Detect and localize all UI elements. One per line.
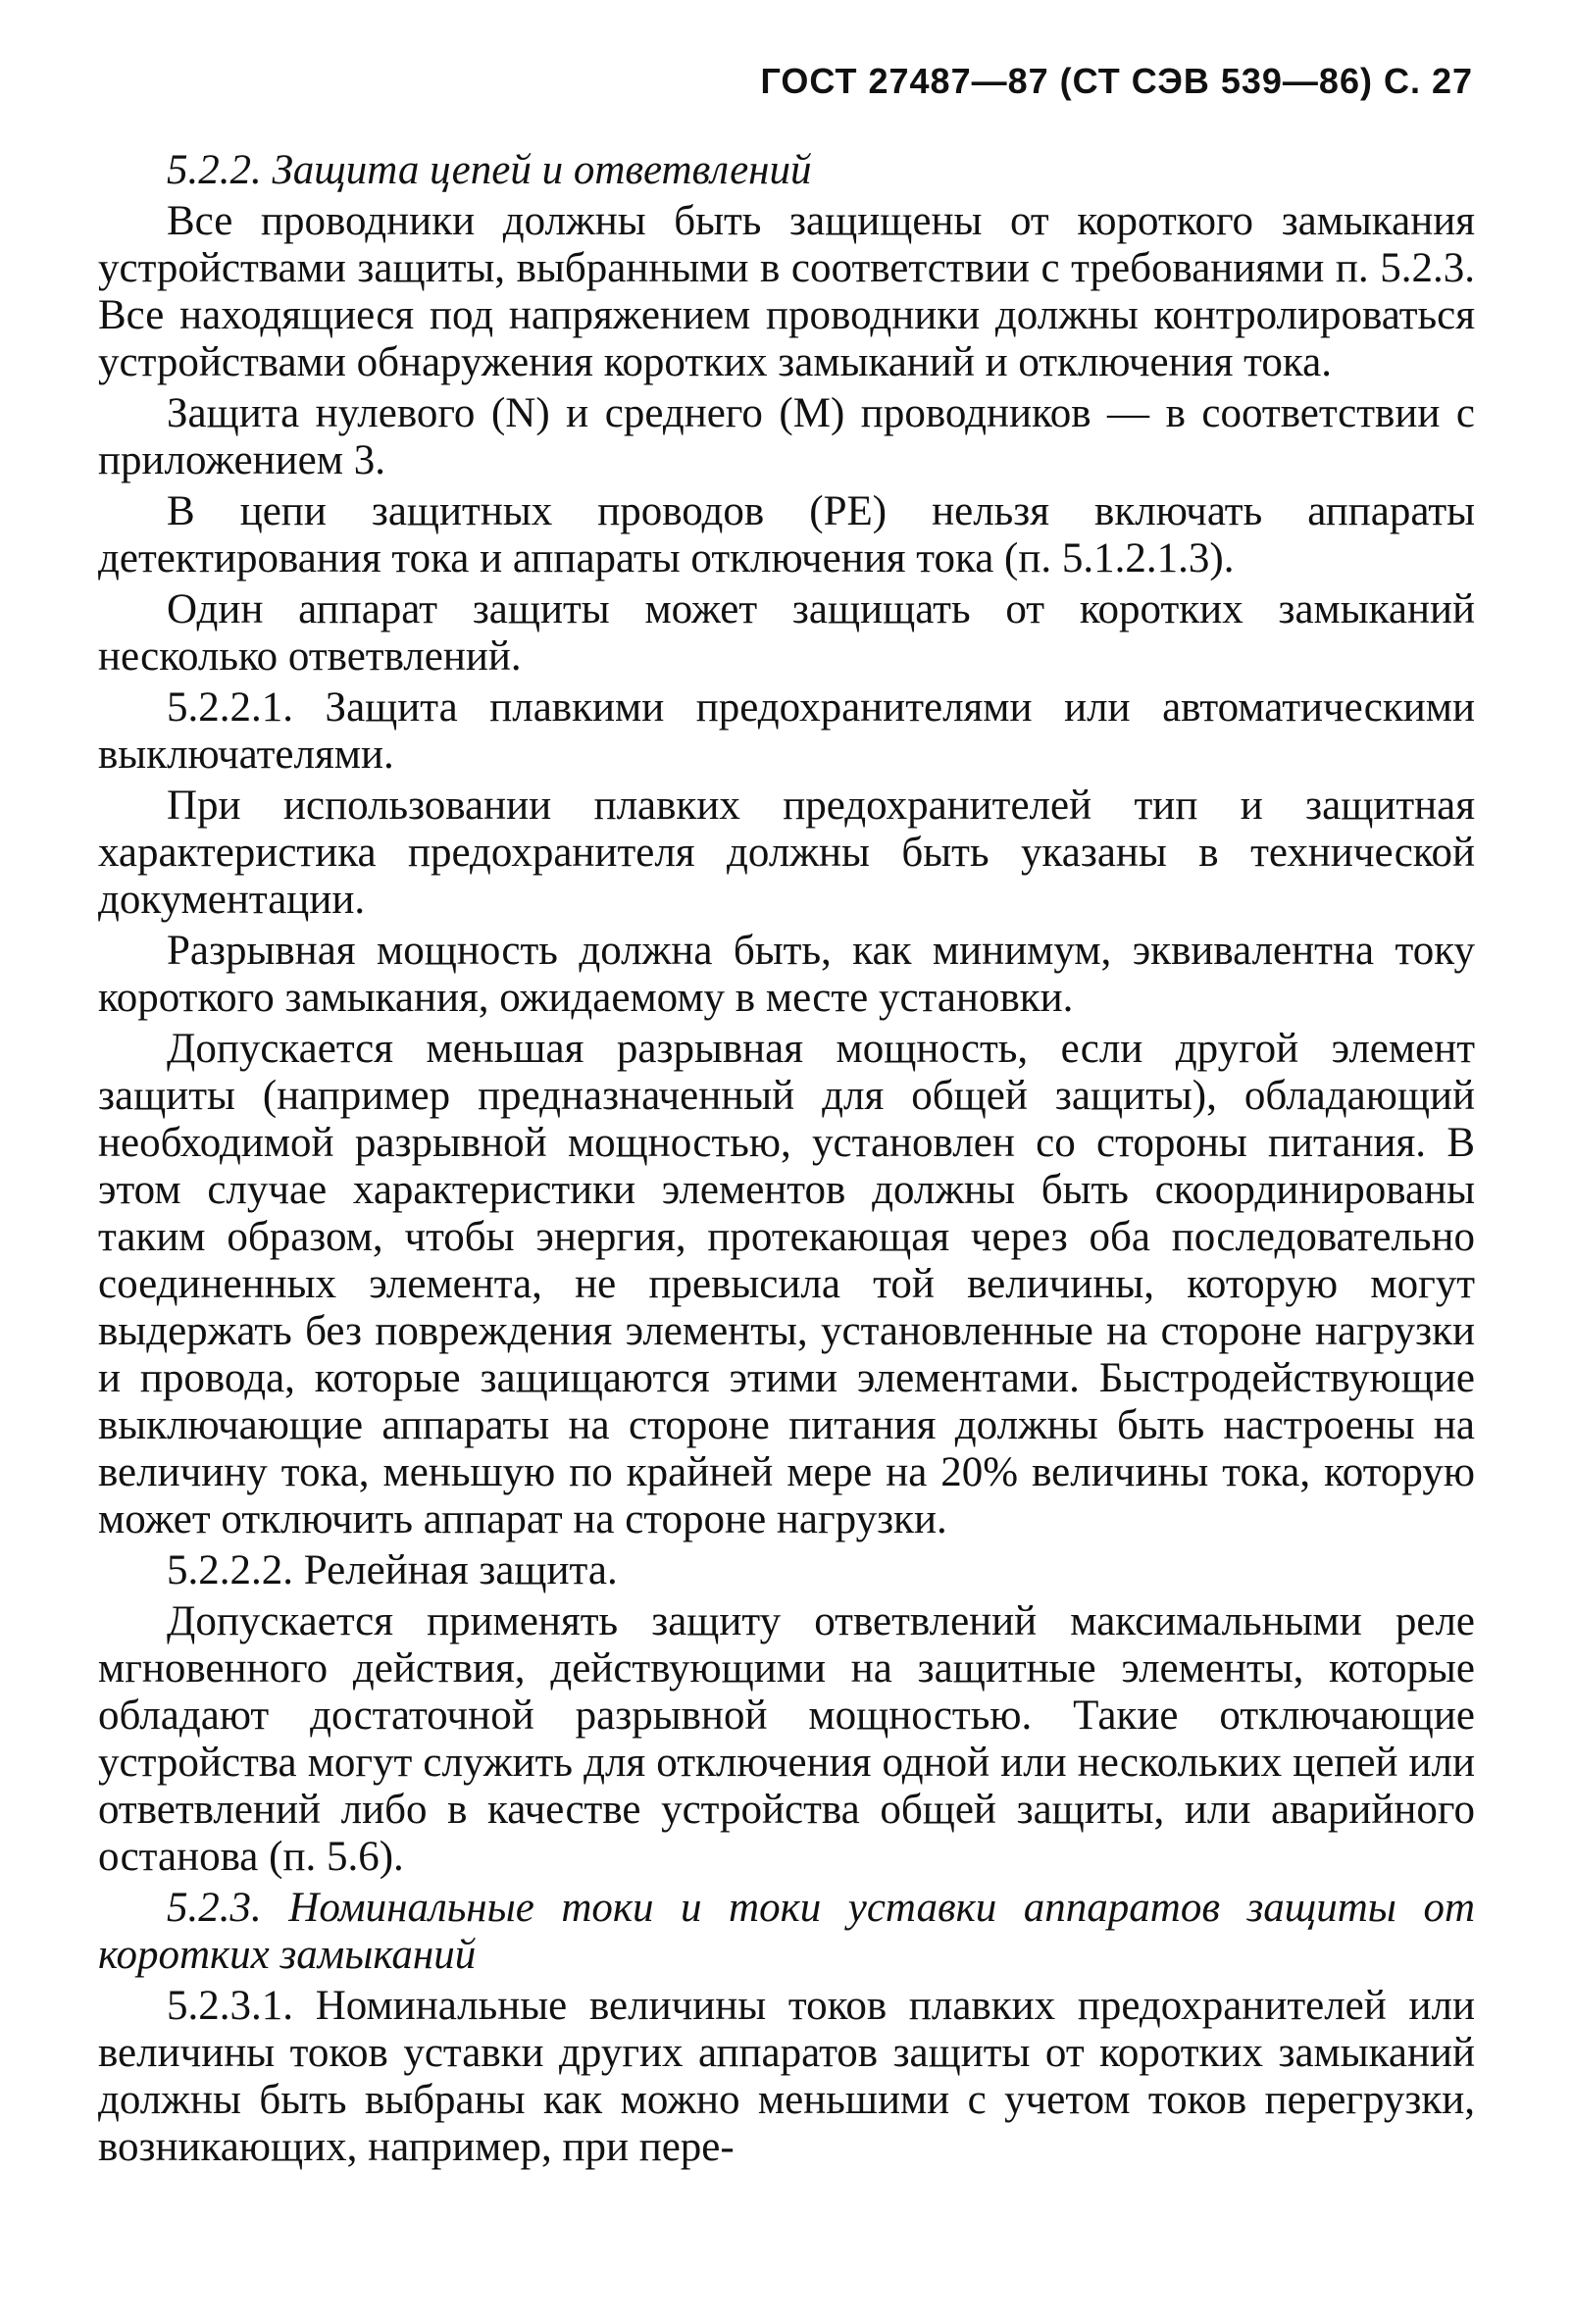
paragraph: Защита нулевого (N) и среднего (М) проводников — в соответствии с приложением 3. [98,390,1475,483]
subsection-5-2-3-1: 5.2.3.1. Номинальные величины токов плавких предохранителей или величины токов уставки других аппаратов защиты от коротких замыканий должны быть выбраны как можно меньшими с учетом токов перегрузки, возникающих, например, при пере- [98,1983,1475,2170]
section-heading-5-2-2: 5.2.2. Защита цепей и ответвлений [167,147,812,193]
paragraph: В цепи защитных проводов (РЕ) нельзя включать аппараты детектирования тока и аппараты отключения тока (п. 5.1.2.1.3). [98,488,1475,581]
paragraph: При использовании плавких предохранителей тип и защитная характеристика предохранителя должны быть указаны в технической документации. [98,783,1475,923]
page-header: ГОСТ 27487—87 (СТ СЭВ 539—86) С. 27 [760,61,1473,101]
subsection-5-2-2-2: 5.2.2.2. Релейная защита. [167,1547,618,1593]
document-body [98,147,1475,2175]
paragraph: Разрывная мощность должна быть, как минимум, эквивалентна току короткого замыкания, ожидаемому в месте установки. [98,928,1475,1021]
section-heading-5-2-3: 5.2.3. Номинальные токи и токи уставки аппаратов защиты от коротких замыканий [98,1885,1475,1978]
paragraph: Допускается меньшая разрывная мощность, если другой элемент защиты (например предназначенный для общей защиты), обладающий необходимой разрывной мощностью, установлен со стороны питания. В этом случае характеристики элементов должны быть скоординированы таким образом, чтобы энергия, протекающая через оба последовательно соединенных элемента, не превысила той величины, которую могут выдержать без повреждения элементы, установленные на стороне нагрузки и провода, которые защищаются этими элементами. Быстродействующие выключающие аппараты на стороне питания должны быть настроены на величину тока, меньшую по крайней мере на 20% величины тока, которую может отключить аппарат на стороне нагрузки. [98,1026,1475,1542]
subsection-5-2-2-1: 5.2.2.1. Защита плавкими предохранителями или автоматическими выключателями. [98,684,1475,778]
paragraph: Все проводники должны быть защищены от короткого замыкания устройствами защиты, выбранными в соответствии с требованиями п. 5.2.3. Все находящиеся под напряжением проводники должны контролироваться устройствами обнаружения коротких замыканий и отключения тока. [98,198,1475,385]
paragraph: Один аппарат защиты может защищать от коротких замыканий несколько ответвлений. [98,586,1475,680]
paragraph: Допускается применять защиту ответвлений максимальными реле мгновенного действия, действующими на защитные элементы, которые обладают достаточной разрывной мощностью. Такие отключающие устройства могут служить для отключения одной или нескольких цепей или ответвлений либо в качестве устройства общей защиты, или аварийного останова (п. 5.6). [98,1598,1475,1880]
